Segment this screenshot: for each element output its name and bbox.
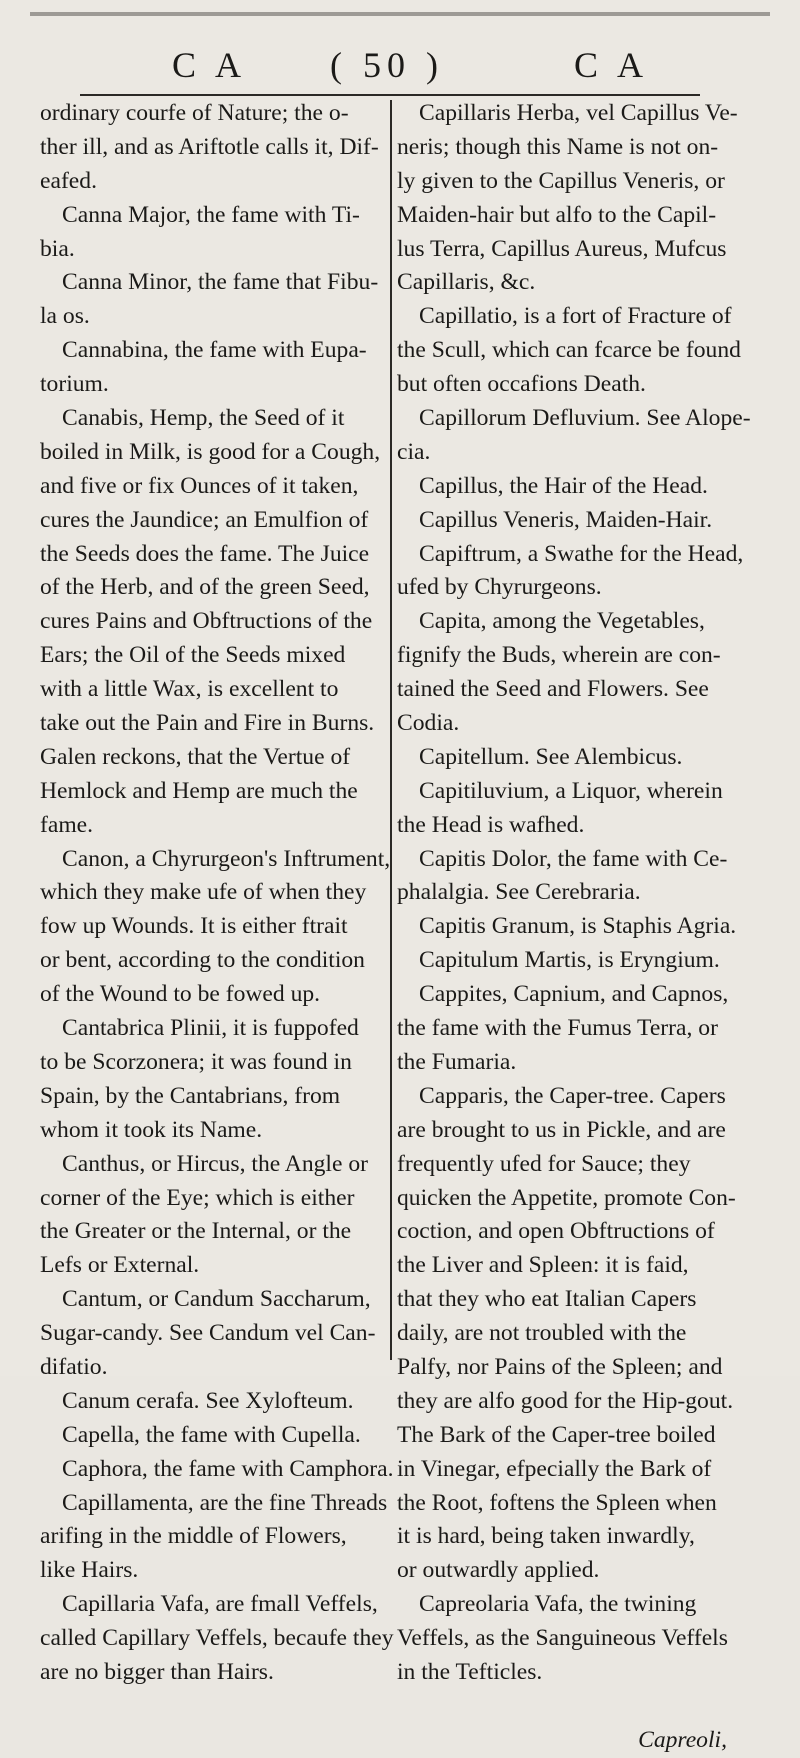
text-line: fame. — [40, 811, 94, 838]
text-line: Galen reckons, that the Vertue of — [40, 743, 351, 770]
text-line: called Capillary Veffels, becaufe they — [40, 1625, 394, 1652]
text-line: Canna Minor, the fame that Fibu- — [62, 269, 379, 296]
text-line: Capillorum Defluvium. See Alope- — [419, 405, 751, 432]
text-line: ufed by Chyrurgeons. — [397, 574, 602, 601]
text-line: Capita, among the Vegetables, — [419, 608, 705, 635]
text-line: Capparis, the Caper-tree. Capers — [419, 1082, 726, 1109]
text-line: the Seeds does the fame. The Juice — [40, 540, 370, 567]
text-line: Canthus, or Hircus, the Angle or — [62, 1150, 369, 1177]
text-line: Canum cerafa. See Xylofteum. — [62, 1387, 354, 1414]
text-line: daily, are not troubled with the — [397, 1320, 687, 1347]
text-line: to be Scorzonera; it was found in — [40, 1048, 352, 1075]
right-column — [397, 97, 755, 1758]
text-line: the fame with the Fumus Terra, or — [397, 1015, 718, 1042]
left-column — [40, 97, 394, 1690]
text-line: Capiftrum, a Swathe for the Head, — [419, 540, 744, 567]
text-line: Capillus, the Hair of the Head. — [419, 472, 708, 499]
text-line: Ears; the Oil of the Seeds mixed — [40, 642, 346, 669]
text-line: Lefs or External. — [40, 1252, 200, 1279]
header-right-guide: C A — [574, 45, 650, 85]
text-line: that they who eat Italian Capers — [397, 1286, 697, 1313]
text-line: Cappites, Capnium, and Capnos, — [419, 981, 729, 1008]
text-line: Sugar-candy. See Candum vel Can- — [40, 1320, 376, 1347]
text-line: Veffels, as the Sanguineous Veffels — [397, 1625, 728, 1652]
text-line: with a little Wax, is excellent to — [40, 676, 339, 703]
text-line: ther ill, and as Ariftotle calls it, Dif- — [40, 133, 379, 160]
text-line: The Bark of the Caper-tree boiled — [397, 1421, 716, 1448]
text-line: eafed. — [40, 167, 97, 194]
text-line: difatio. — [40, 1353, 108, 1380]
text-line: Caphora, the fame with Camphora. — [62, 1455, 394, 1482]
text-line: Capillamenta, are the fine Threads — [62, 1489, 388, 1516]
text-line: Capillatio, is a fort of Fracture of — [419, 303, 732, 330]
text-line: fignify the Buds, wherein are con- — [397, 642, 721, 669]
text-line: Capitulum Martis, is Eryngium. — [419, 947, 720, 974]
text-line: boiled in Milk, is good for a Cough, — [40, 438, 381, 465]
text-line: lus Terra, Capillus Aureus, Mufcus — [397, 235, 727, 262]
text-line: Capillaris, &c. — [397, 269, 536, 296]
text-line: the Scull, which can fcarce be found — [397, 337, 741, 364]
text-line: Capillus Veneris, Maiden-Hair. — [419, 506, 713, 533]
text-line: but often occafions Death. — [397, 371, 646, 398]
text-line: the Greater or the Internal, or the — [40, 1218, 352, 1245]
text-line: or outwardly applied. — [397, 1557, 600, 1584]
text-line: Cantum, or Candum Saccharum, — [62, 1286, 371, 1313]
text-line: Canon, a Chyrurgeon's Inftrument, — [62, 845, 391, 872]
text-line: neris; though this Name is not on- — [397, 133, 719, 160]
text-line: cures Pains and Obftructions of the — [40, 608, 373, 635]
text-line: phalalgia. See Cerebraria. — [397, 879, 641, 906]
text-line: frequently ufed for Sauce; they — [397, 1150, 691, 1177]
text-line: fow up Wounds. It is either ftrait — [40, 913, 348, 940]
header-rule — [80, 94, 700, 96]
text-line: Capitis Dolor, the fame with Ce- — [419, 845, 728, 872]
text-line: Cantabrica Plinii, it is fuppofed — [62, 1015, 359, 1042]
text-line: cures the Jaundice; an Emulfion of — [40, 506, 369, 533]
text-line: which they make ufe of when they — [40, 879, 367, 906]
text-line: the Head is wafhed. — [397, 811, 585, 838]
text-line: Palfy, nor Pains of the Spleen; and — [397, 1353, 723, 1380]
column-divider — [390, 100, 392, 1360]
text-line: the Liver and Spleen: it is faid, — [397, 1252, 689, 1279]
text-line: Capillaria Vafa, are fmall Veffels, — [62, 1591, 378, 1618]
text-line: Capitellum. See Alembicus. — [419, 743, 683, 770]
page-number: ( 50 ) — [330, 45, 444, 85]
text-line: Capella, the fame with Cupella. — [62, 1421, 361, 1448]
text-line: la os. — [40, 303, 90, 330]
text-line: the Fumaria. — [397, 1048, 517, 1075]
text-line: Canna Major, the fame with Ti- — [62, 201, 360, 228]
text-line: Capitiluvium, a Liquor, wherein — [419, 777, 723, 804]
text-line: corner of the Eye; which is either — [40, 1184, 355, 1211]
text-line: like Hairs. — [40, 1557, 139, 1584]
running-header — [0, 44, 800, 94]
text-line: in Vinegar, efpecially the Bark of — [397, 1455, 712, 1482]
text-line: ordinary courfe of Nature; the o- — [40, 100, 349, 126]
text-line: Capitis Granum, is Staphis Agria. — [419, 913, 737, 940]
text-line: whom it took its Name. — [40, 1116, 263, 1143]
text-line: are brought to us in Pickle, and are — [397, 1116, 726, 1143]
text-line: and five or fix Ounces of it taken, — [40, 472, 359, 499]
text-line: Capreoli, — [638, 1726, 727, 1753]
top-edge-rule — [30, 12, 770, 16]
text-line: tained the Seed and Flowers. See — [397, 676, 709, 703]
text-line: are no bigger than Hairs. — [40, 1658, 274, 1685]
text-line: torium. — [40, 371, 109, 398]
text-line: bia. — [40, 235, 75, 262]
text-line: of the Herb, and of the green Seed, — [40, 574, 370, 601]
text-line: quicken the Appetite, promote Con- — [397, 1184, 736, 1211]
text-line — [397, 1690, 755, 1724]
header-left-guide: C A — [172, 45, 248, 85]
text-line: arifing in the middle of Flowers, — [40, 1523, 347, 1550]
text-line: coction, and open Obftructions of — [397, 1218, 715, 1245]
text-line: Capillaris Herba, vel Capillus Ve- — [419, 100, 738, 126]
text-line: take out the Pain and Fire in Burns. — [40, 710, 375, 737]
text-line: or bent, according to the condition — [40, 947, 365, 974]
text-line: Cannabina, the fame with Eupa- — [62, 337, 367, 364]
text-line: cia. — [397, 438, 431, 465]
text-line: it is hard, being taken inwardly, — [397, 1523, 695, 1550]
text-line: Canabis, Hemp, the Seed of it — [62, 405, 345, 432]
text-line: Hemlock and Hemp are much the — [40, 777, 358, 804]
text-line: Capreolaria Vafa, the twining — [419, 1591, 697, 1618]
text-line: ly given to the Capillus Veneris, or — [397, 167, 725, 194]
text-line: they are alfo good for the Hip-gout. — [397, 1387, 734, 1414]
text-line: of the Wound to be fowed up. — [40, 981, 321, 1008]
text-line: Maiden-hair but alfo to the Capil- — [397, 201, 717, 228]
text-line: in the Tefticles. — [397, 1658, 543, 1685]
text-line: Codia. — [397, 710, 460, 737]
text-line: Spain, by the Cantabrians, from — [40, 1082, 341, 1109]
text-line: the Root, foftens the Spleen when — [397, 1489, 717, 1516]
